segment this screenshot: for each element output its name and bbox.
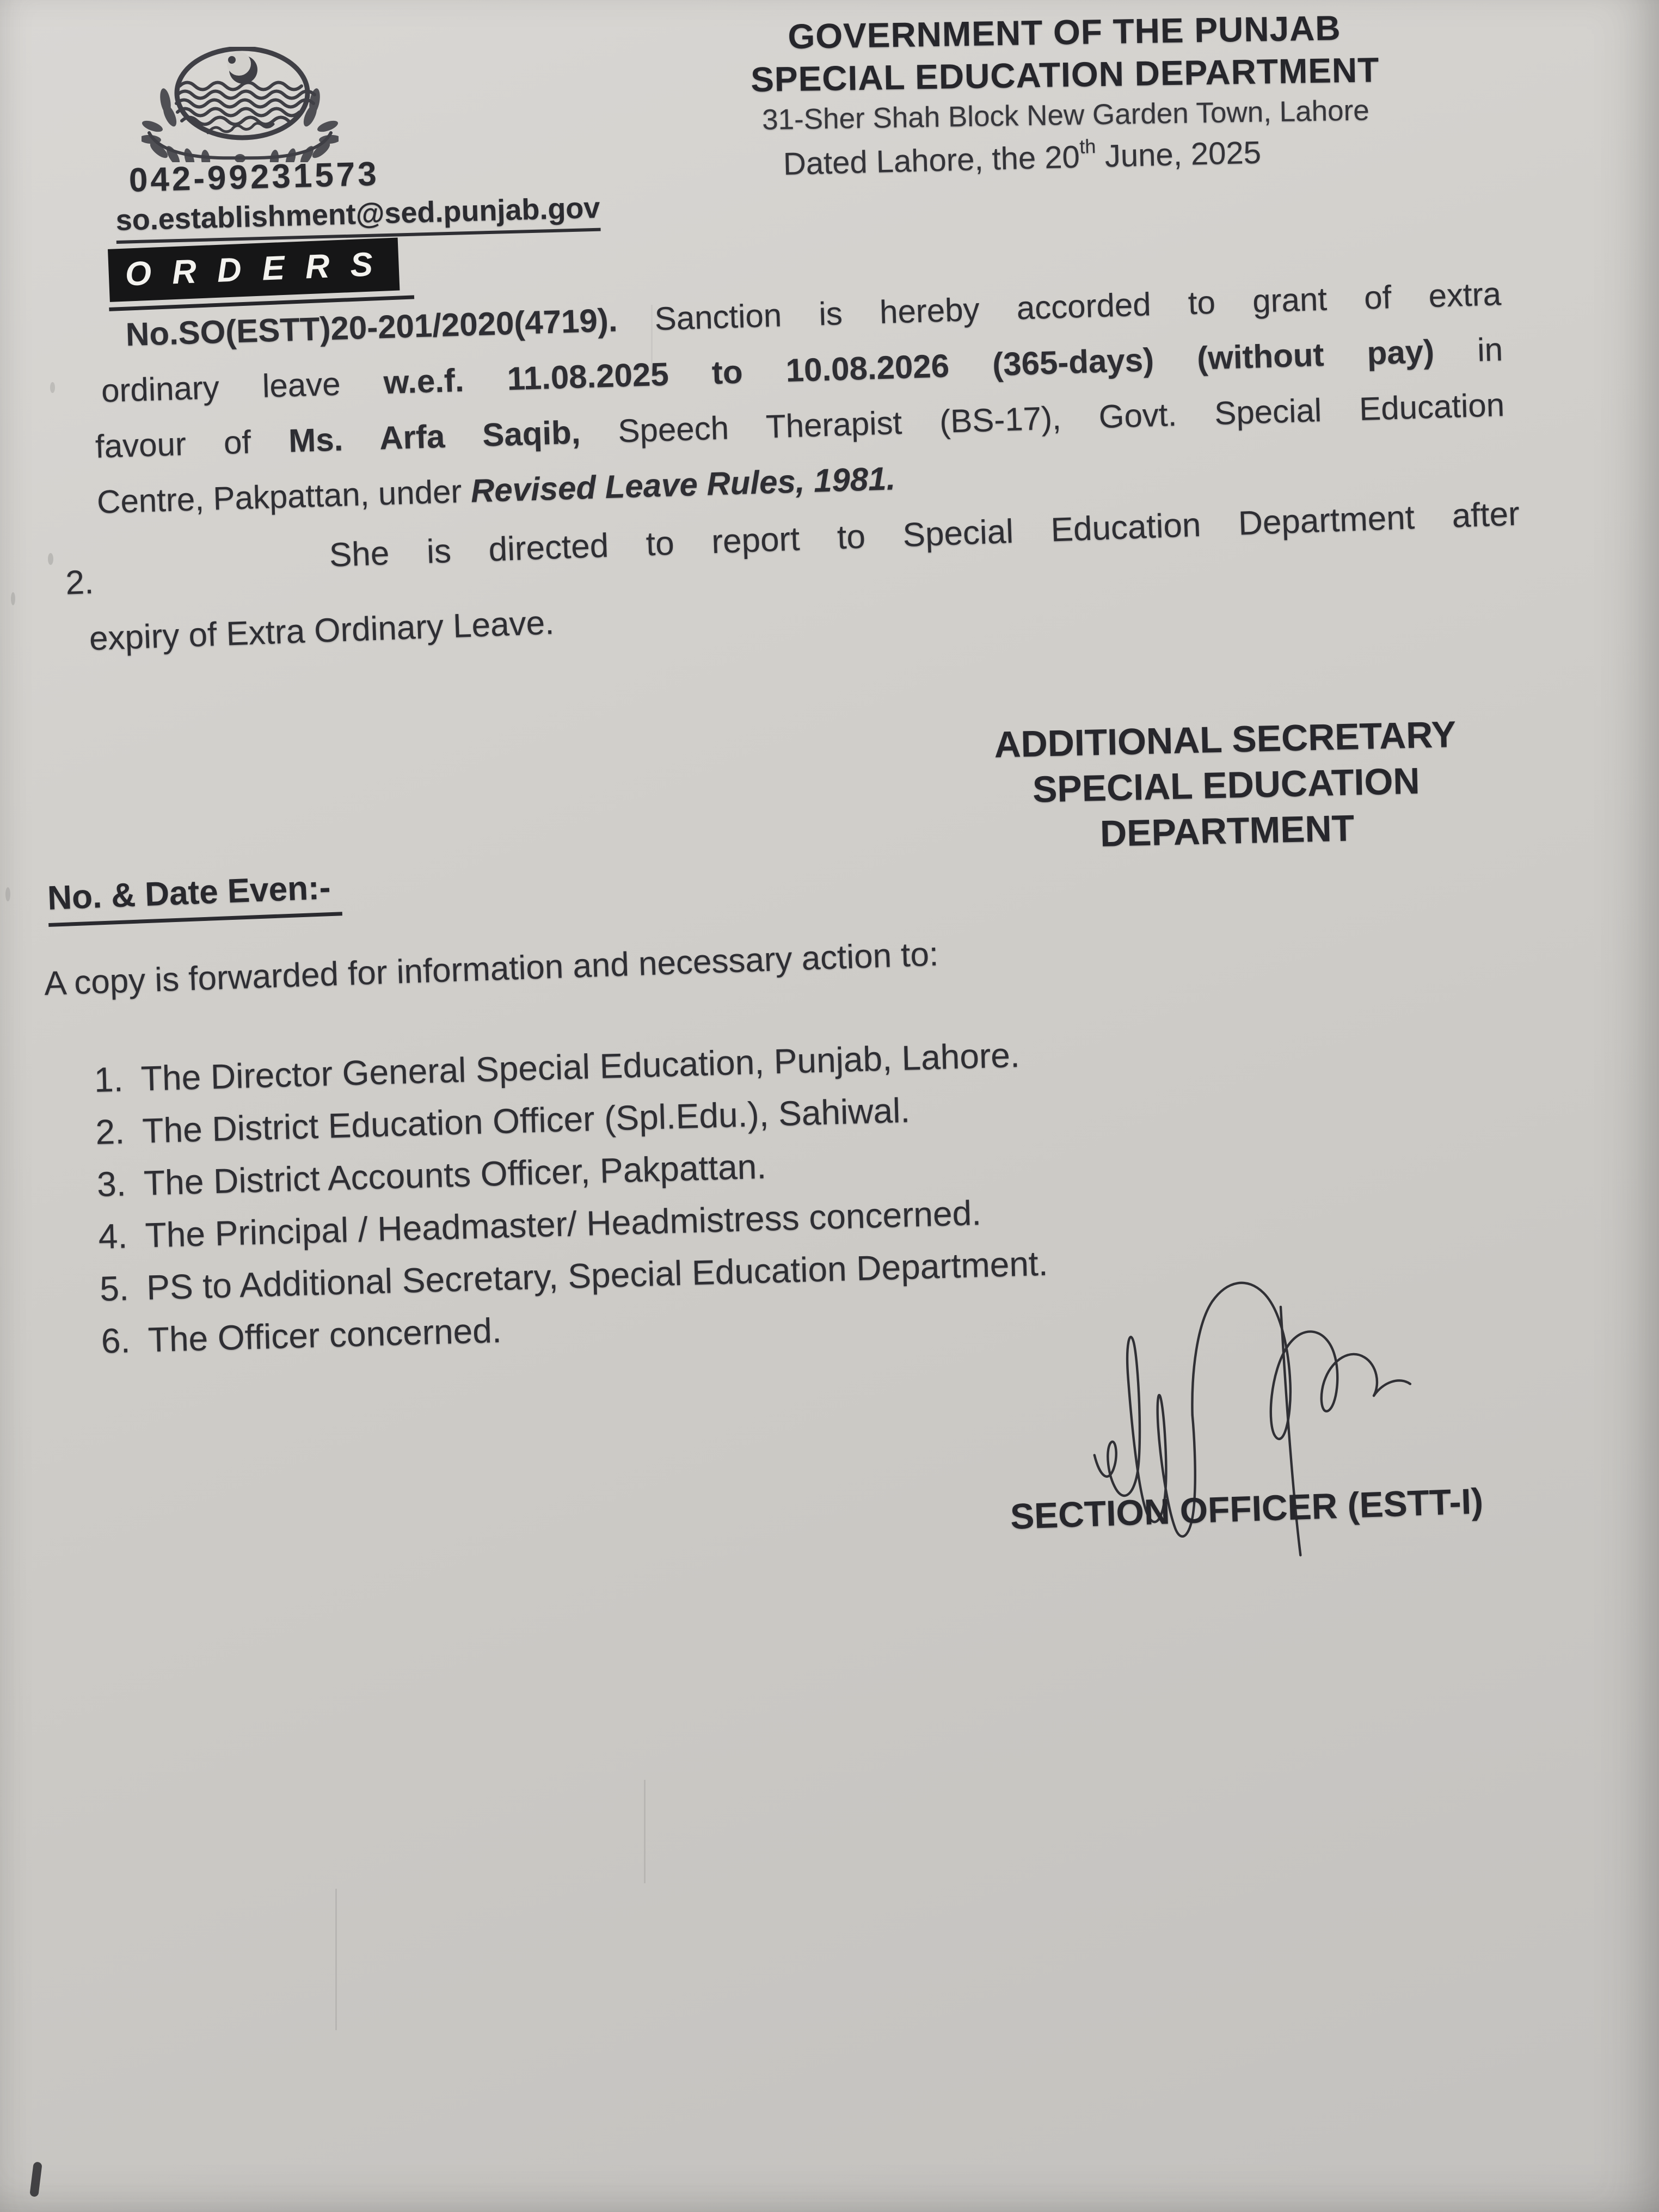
- forwarding-line: A copy is forwarded for information and necessary action to:: [44, 935, 939, 1003]
- scan-speck: [5, 887, 10, 901]
- list-item: 5. PS to Additional Secretary, Special Education Department.: [99, 1243, 1049, 1308]
- scan-speck: [11, 592, 15, 605]
- leave-rules-reference: Revised Leave Rules, 1981.: [470, 460, 896, 509]
- order-paragraph-2: 2. She is directed to report to Special Education Department after expiry of Extra Ordinary Leave.: [65, 495, 1520, 658]
- distribution-list: [94, 1023, 1463, 1373]
- paper-crease: [651, 305, 653, 370]
- scan-speck: [50, 382, 55, 393]
- leave-period: w.e.f. 11.08.2025 to 10.08.2026 (365-days) (without pay): [383, 333, 1435, 401]
- officer-title: SECTION OFFICER (ESTT-I): [1010, 1480, 1484, 1537]
- list-item: 6. The Officer concerned.: [100, 1310, 502, 1361]
- list-item: 2. The District Education Officer (Spl.Edu.), Sahiwal.: [95, 1090, 911, 1152]
- list-item: 1. The Director General Special Education, Punjab, Lahore.: [94, 1035, 1021, 1099]
- ref-number-date-heading: No. & Date Even:-: [47, 868, 342, 927]
- phone-number: 042-99231573: [128, 155, 380, 199]
- email-address: so.establishment@sed.punjab.gov: [115, 191, 600, 244]
- paper-crease: [644, 1780, 646, 1883]
- employee-name: Ms. Arfa Saqib,: [288, 414, 581, 459]
- org-name-line1: GOVERNMENT OF THE PUNJAB: [788, 8, 1342, 57]
- scan-mark: [29, 2161, 42, 2197]
- punjab-government-crest-logo: [142, 47, 339, 162]
- date-line: Dated Lahore, the 20th June, 2025: [783, 134, 1262, 182]
- org-name-line2: SPECIAL EDUCATION DEPARTMENT: [750, 50, 1380, 100]
- paragraph-number: 2.: [65, 563, 95, 602]
- paper-crease: [335, 1889, 337, 2030]
- orders-heading: [107, 237, 414, 311]
- order-paragraph-1: No.SO(ESTT)20-201/2020(4719). Sanction is hereby accorded to grant of extra ordinary leave w.e.f. 11.08.2025 to 10.08.2026 (365-days) (without pay) in favour of Ms. Arfa Saqib, Speech Therapist (BS-17), Govt. Special Education Centre, Pakpattan, under Revised Leave Rules, 1981.: [95, 275, 1505, 520]
- orders-heading-label: ORDERS: [108, 238, 400, 302]
- list-item: 4. The Principal / Headmaster/ Headmistress concerned.: [97, 1193, 982, 1256]
- org-address: 31-Sher Shah Block New Garden Town, Lahore: [761, 94, 1370, 136]
- ordinal-superscript: th: [1079, 134, 1096, 158]
- reference-number: No.SO(ESTT)20-201/2020(4719).: [125, 302, 618, 353]
- scan-speck: [48, 553, 53, 565]
- list-item: 3. The District Accounts Officer, Pakpattan.: [96, 1146, 767, 1204]
- signatory-designation-block: ADDITIONAL SECRETARY SPECIAL EDUCATION DEPARTMENT: [993, 714, 1457, 855]
- letterhead: [724, 5, 1406, 138]
